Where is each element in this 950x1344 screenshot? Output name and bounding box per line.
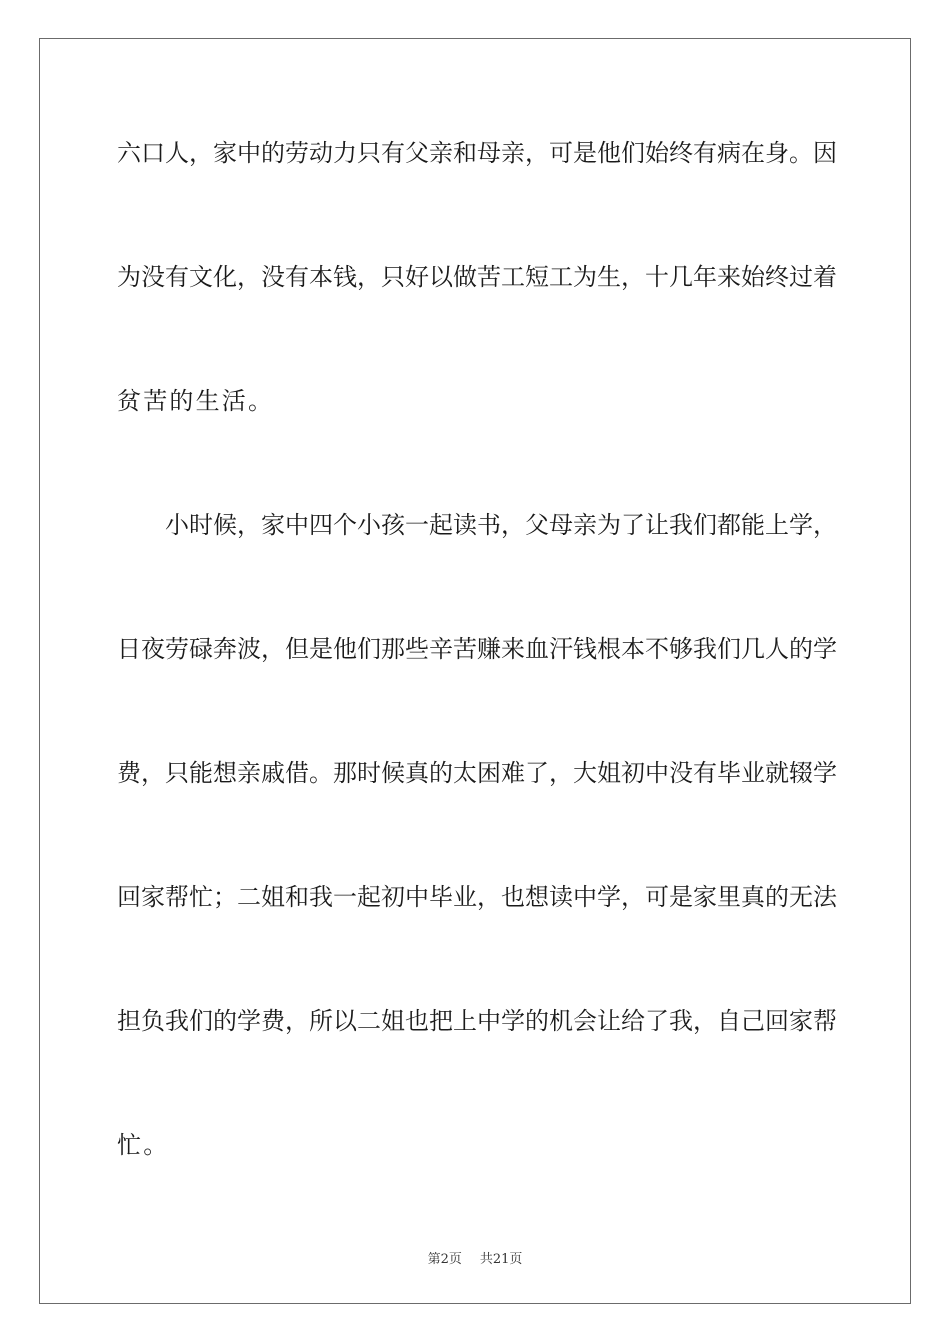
body-line-3: 贫苦的生活。 — [117, 387, 275, 415]
body-line-6: 费，只能想亲戚借。那时候真的太困难了，大姐初中没有毕业就辍学 — [117, 759, 837, 787]
page-frame — [39, 38, 911, 1304]
page-number: 第2页 — [427, 1252, 462, 1267]
body-line-2: 为没有文化，没有本钱，只好以做苦工短工为生，十几年来始终过着 — [117, 263, 837, 291]
body-line-9: 忙。 — [117, 1131, 170, 1159]
body-line-1: 六口人，家中的劳动力只有父亲和母亲，可是他们始终有病在身。因 — [117, 139, 837, 167]
body-line-5: 日夜劳碌奔波，但是他们那些辛苦赚来血汗钱根本不够我们几人的学 — [117, 635, 837, 663]
body-line-7: 回家帮忙；二姐和我一起初中毕业，也想读中学，可是家里真的无法 — [117, 883, 837, 911]
body-line-4: 小时候，家中四个小孩一起读书，父母亲为了让我们都能上学， — [165, 511, 837, 539]
page-total: 共21页 — [479, 1252, 523, 1267]
page-footer — [0, 1248, 950, 1267]
body-line-8: 担负我们的学费，所以二姐也把上中学的机会让给了我，自己回家帮 — [117, 1007, 837, 1035]
